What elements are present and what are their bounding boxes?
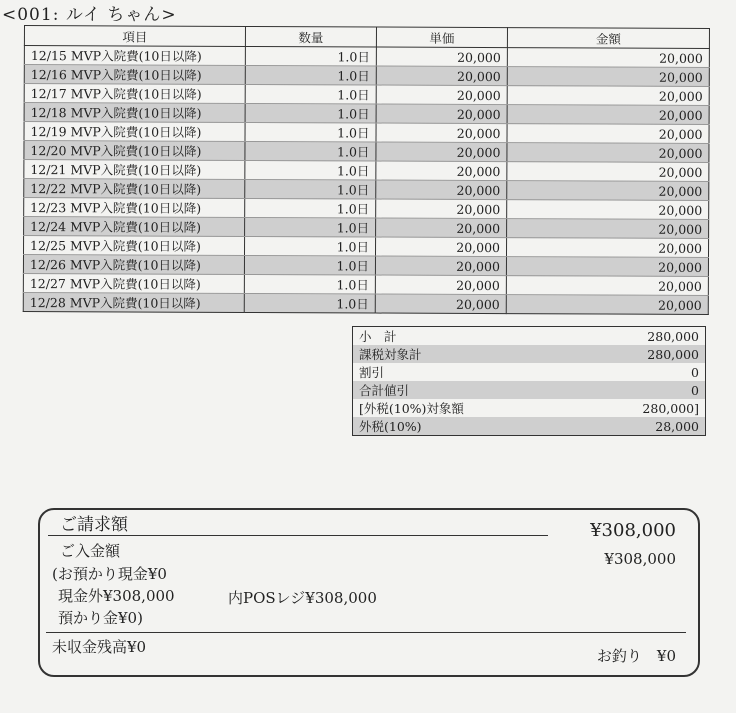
cell-amount: 20,000 xyxy=(507,200,709,220)
cell-item: 12/15 MVP入院費(10日以降) xyxy=(24,46,245,66)
table-row xyxy=(23,236,708,258)
table-row xyxy=(23,273,708,295)
patient-header: <001: ルイ ちゃん> xyxy=(2,5,177,25)
table-row xyxy=(24,122,709,144)
summary-label: 外税(10%) xyxy=(353,417,575,436)
cell-unit-price: 20,000 xyxy=(376,123,507,143)
cell-amount: 20,000 xyxy=(507,105,709,125)
summary-label: 合計値引 xyxy=(353,381,575,399)
cell-amount: 20,000 xyxy=(507,48,709,68)
table-row xyxy=(23,255,708,277)
cell-unit-price: 20,000 xyxy=(376,180,507,200)
divider xyxy=(48,535,548,536)
cell-quantity: 1.0日 xyxy=(245,122,376,142)
cell-quantity: 1.0日 xyxy=(245,217,376,237)
cell-unit-price: 20,000 xyxy=(376,85,507,105)
cell-quantity: 1.0日 xyxy=(244,274,375,294)
table-row xyxy=(24,217,709,239)
cell-quantity: 1.0日 xyxy=(245,198,376,218)
cell-item: 12/22 MVP入院費(10日以降) xyxy=(24,179,245,199)
column-header-amount: 金額 xyxy=(507,28,709,49)
table-row xyxy=(24,65,709,87)
table-row xyxy=(24,84,709,106)
cell-unit-price: 20,000 xyxy=(375,256,506,276)
cell-amount: 20,000 xyxy=(506,238,708,258)
summary-value: 280,000] xyxy=(642,400,699,416)
cell-amount: 20,000 xyxy=(507,219,709,239)
cell-amount: 20,000 xyxy=(507,162,709,182)
summary-value: 280,000 xyxy=(575,345,706,363)
summary-label: [外税(10%)対象額 xyxy=(359,401,464,416)
divider xyxy=(46,632,686,633)
cell-amount: 20,000 xyxy=(507,143,709,163)
summary-value: 280,000 xyxy=(647,328,699,344)
change-amount: お釣り ¥0 xyxy=(596,647,676,665)
subtotal-summary xyxy=(352,326,706,436)
summary-row xyxy=(353,417,706,436)
summary-row xyxy=(353,345,706,363)
cell-unit-price: 20,000 xyxy=(376,66,507,86)
summary-label: 小 計 xyxy=(359,329,397,344)
cell-item: 12/16 MVP入院費(10日以降) xyxy=(24,65,245,85)
non-cash-amount: 現金外¥308,000 xyxy=(58,587,175,605)
line-items-body xyxy=(23,46,709,315)
cell-quantity: 1.0日 xyxy=(245,84,376,104)
cell-unit-price: 20,000 xyxy=(376,104,507,124)
cell-unit-price: 20,000 xyxy=(376,218,507,238)
pos-register-amount: 内POSレジ¥308,000 xyxy=(228,589,377,607)
cell-unit-price: 20,000 xyxy=(376,142,507,162)
table-row xyxy=(24,141,709,163)
column-header-quantity: 数量 xyxy=(245,26,376,47)
summary-value: 0 xyxy=(575,381,706,399)
cell-amount: 20,000 xyxy=(506,276,708,296)
table-row xyxy=(24,160,709,182)
summary-row xyxy=(353,399,706,417)
line-items-table xyxy=(23,25,710,315)
summary-row xyxy=(353,327,706,346)
cell-item: 12/17 MVP入院費(10日以降) xyxy=(24,84,245,104)
cell-amount: 20,000 xyxy=(506,257,708,277)
billing-title: ご請求額 xyxy=(60,515,128,535)
cell-item: 12/26 MVP入院費(10日以降) xyxy=(23,255,244,275)
cell-amount: 20,000 xyxy=(507,124,709,144)
paid-amount: ¥308,000 xyxy=(604,550,676,568)
cell-unit-price: 20,000 xyxy=(376,47,507,67)
cell-amount: 20,000 xyxy=(507,67,709,87)
cell-quantity: 1.0日 xyxy=(244,293,375,313)
table-row xyxy=(24,46,709,68)
cell-item: 12/20 MVP入院費(10日以降) xyxy=(24,141,245,161)
cell-quantity: 1.0日 xyxy=(244,236,375,256)
billing-box xyxy=(38,508,700,677)
cell-item: 12/19 MVP入院費(10日以降) xyxy=(24,122,245,142)
summary-value: 0 xyxy=(691,364,699,380)
cell-item: 12/28 MVP入院費(10日以降) xyxy=(23,292,244,312)
column-header-unit-price: 単価 xyxy=(376,27,507,48)
cell-amount: 20,000 xyxy=(507,86,709,106)
cell-amount: 20,000 xyxy=(506,295,708,315)
cell-unit-price: 20,000 xyxy=(375,294,506,314)
table-row xyxy=(24,179,709,201)
column-header-item: 項目 xyxy=(24,26,245,47)
outstanding-balance: 未収金残高¥0 xyxy=(52,638,147,656)
summary-label: 割引 xyxy=(359,365,385,380)
summary-row xyxy=(353,381,706,399)
cell-item: 12/24 MVP入院費(10日以降) xyxy=(24,217,245,237)
cell-amount: 20,000 xyxy=(507,181,709,201)
summary-label: 課税対象計 xyxy=(353,345,575,363)
table-row xyxy=(23,292,708,314)
cell-quantity: 1.0日 xyxy=(245,141,376,161)
cell-unit-price: 20,000 xyxy=(376,161,507,181)
cell-item: 12/23 MVP入院費(10日以降) xyxy=(24,198,245,218)
table-row xyxy=(24,103,709,125)
summary-value: 28,000 xyxy=(575,417,706,436)
cell-item: 12/27 MVP入院費(10日以降) xyxy=(23,273,244,293)
cell-unit-price: 20,000 xyxy=(375,275,506,295)
cell-quantity: 1.0日 xyxy=(245,46,376,66)
cell-unit-price: 20,000 xyxy=(375,237,506,257)
cell-item: 12/21 MVP入院費(10日以降) xyxy=(24,160,245,180)
cell-quantity: 1.0日 xyxy=(245,160,376,180)
cell-quantity: 1.0日 xyxy=(245,179,376,199)
cell-quantity: 1.0日 xyxy=(245,65,376,85)
table-row xyxy=(24,198,709,220)
cell-quantity: 1.0日 xyxy=(244,255,375,275)
cell-item: 12/25 MVP入院費(10日以降) xyxy=(23,236,244,256)
cell-item: 12/18 MVP入院費(10日以降) xyxy=(24,103,245,123)
deposit-amount: 預かり金¥0) xyxy=(58,609,143,627)
paid-label: ご入金額 xyxy=(60,542,121,560)
cell-unit-price: 20,000 xyxy=(376,199,507,219)
summary-row xyxy=(353,363,706,381)
cell-quantity: 1.0日 xyxy=(245,103,376,123)
deposit-cash: (お預かり現金¥0 xyxy=(52,565,167,583)
billing-total: ¥308,000 xyxy=(590,520,676,541)
